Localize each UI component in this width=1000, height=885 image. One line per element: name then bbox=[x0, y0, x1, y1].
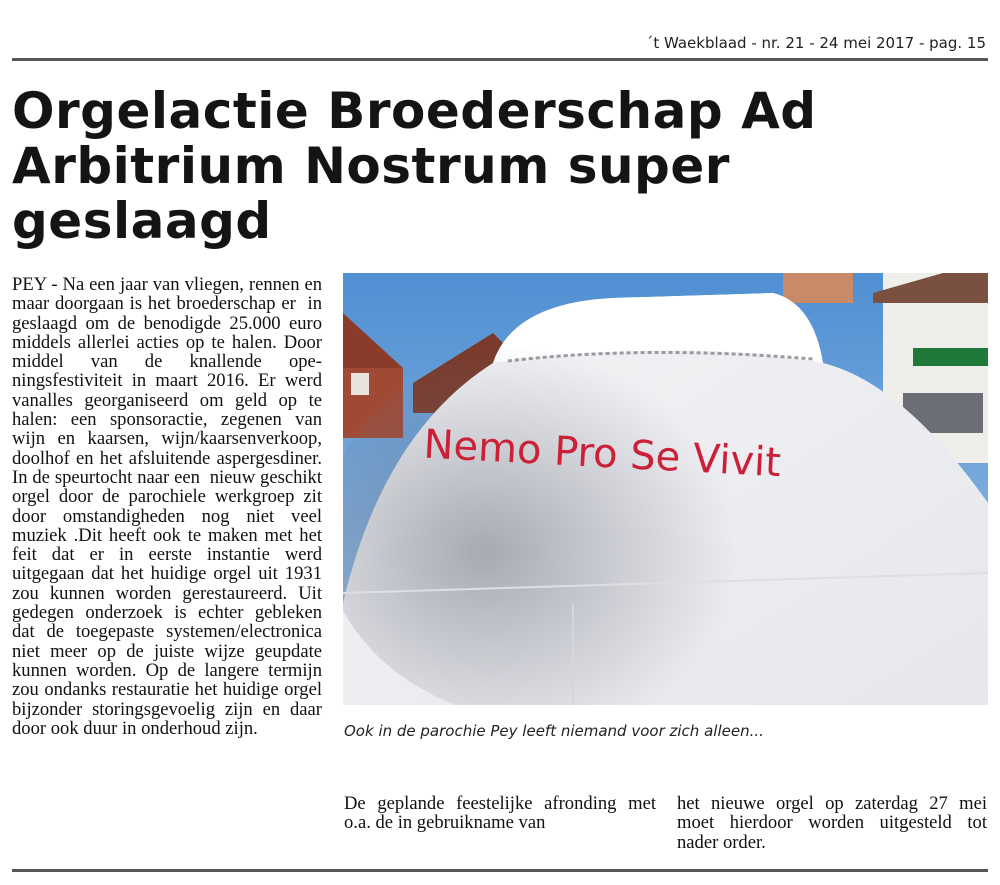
photo-caption: Ook in de parochie Pey leeft niemand voor zich alleen... bbox=[344, 722, 764, 740]
footer-rule bbox=[12, 869, 988, 872]
shirt-embroidery: Nemo Pro Se Vivit bbox=[422, 421, 783, 487]
article-column-1: PEY - Na een jaar van vliegen, rennen en maar doorgaan is het broederschap er in geslaagd om de benodigde 25.000 euro middels allerlei acties op te halen. Door middel van de knallende openingsfestiviteit in maart 2016. Er werd vanalles georganiseerd om geld op te halen: een sponsoractie, zegenen van wijn en kaarsen, wijn/kaarsenverkoop, doolhof en het afsluitende aspergesdiner. In de speurtocht naar een nieuw geschikt orgel door de parochiele werkgroep zit door omstandigheden nog niet veel muziek .Dit heeft ook te maken met het feit dat er in eerste instantie werd uitgegaan dat het huidige orgel uit 1931 zou kunnen worden gerestaureerd. Uit gedegen onderzoek is echter gebleken dat de toegepaste systemen/electronica niet meer op de juiste wijze geupdate kunnen worden. Op de langere termijn zou ondanks restauratie het huidige orgel bijzonder storingsgevoelig zijn en daar door ook duur in onderhoud zijn. bbox=[12, 274, 322, 739]
page-header: ´t Waekblaad - nr. 21 - 24 mei 2017 - pag. 15 bbox=[645, 34, 986, 52]
article-headline: Orgelactie Broederschap Ad Arbitrium Nostrum super geslaagd bbox=[12, 82, 817, 250]
article-photo bbox=[343, 273, 988, 705]
article-column-2: De geplande feestelijke afronding met o.a. de in gebruikname van bbox=[344, 793, 656, 834]
header-rule bbox=[12, 58, 988, 61]
article-column-3: het nieuwe orgel op zaterdag 27 mei moet hierdoor worden uitgesteld tot nader order. bbox=[677, 793, 987, 853]
